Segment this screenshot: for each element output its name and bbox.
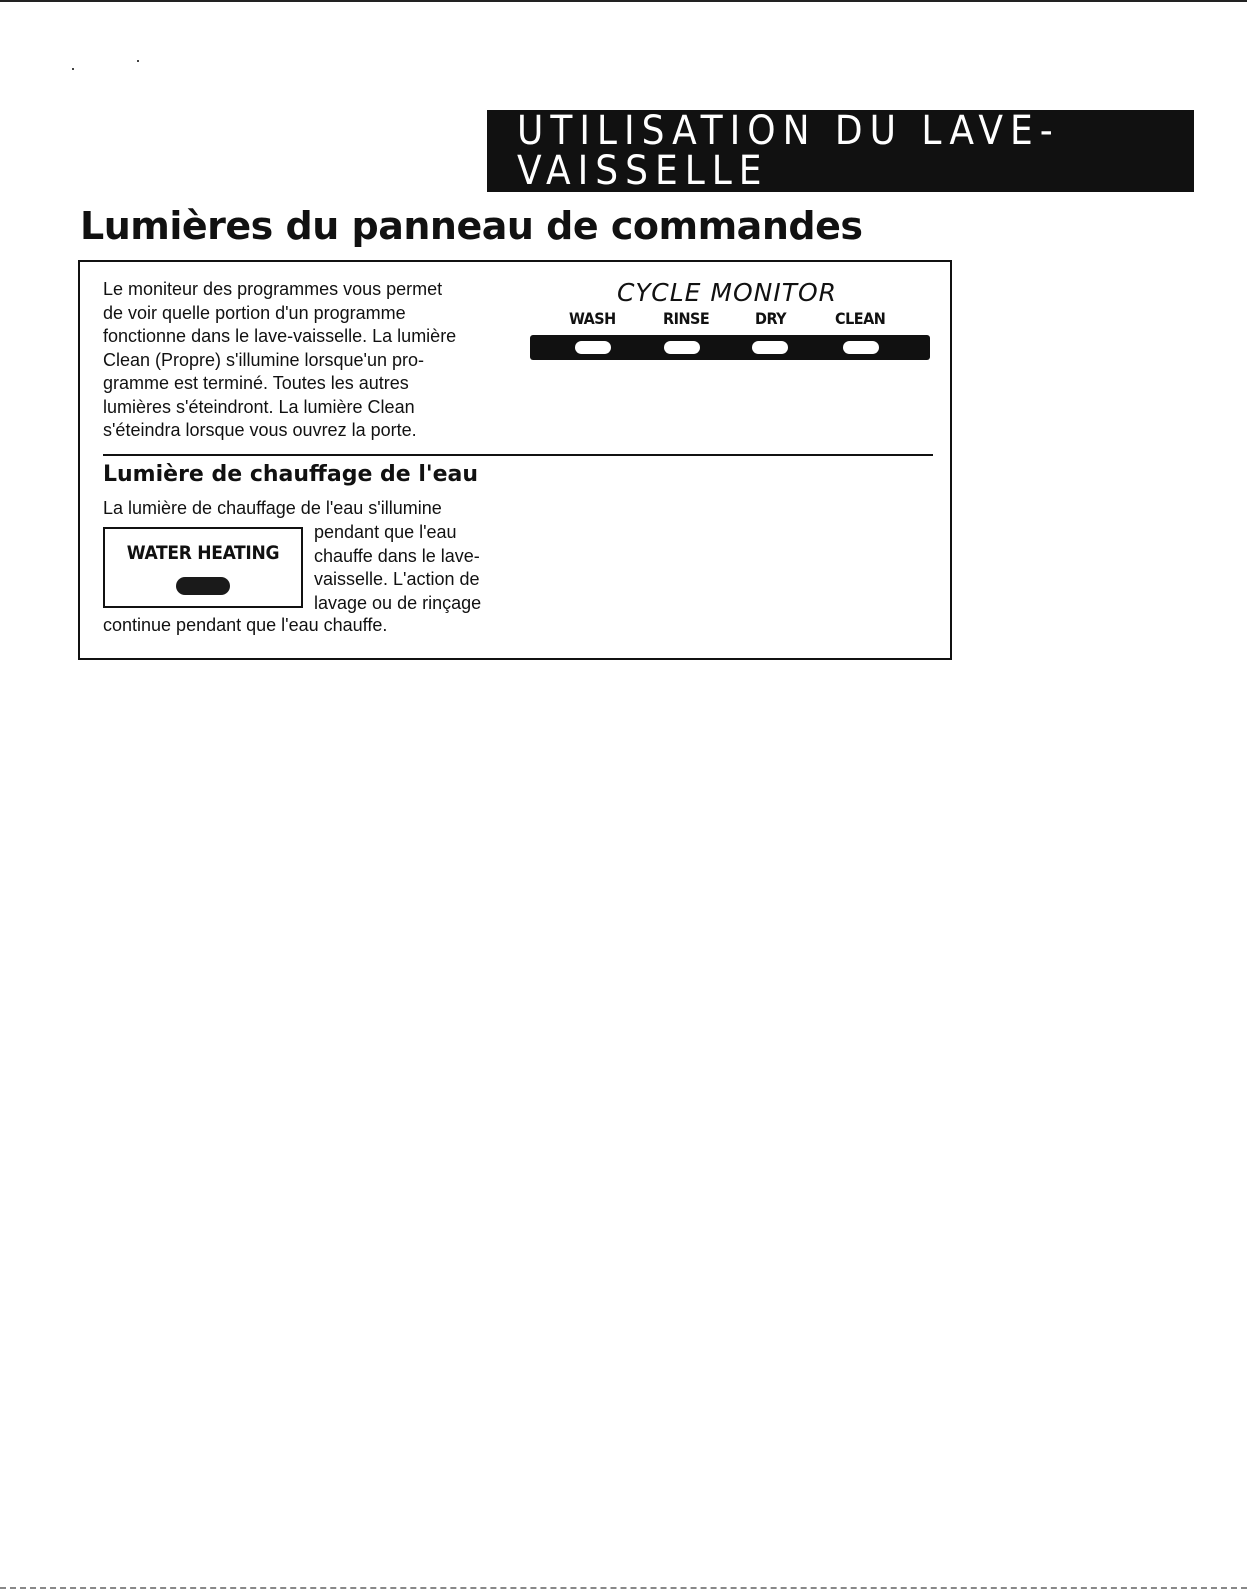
scan-speck	[137, 60, 139, 62]
text-line: Le moniteur des programmes vous permet	[103, 279, 443, 299]
section-header-title: UTILISATION DU LAVE-VAISSELLE	[517, 108, 1060, 194]
water-heating-text-first: La lumière de chauffage de l'eau s'illumine	[103, 498, 442, 518]
scan-speck	[72, 68, 74, 70]
text-line: chauffe dans le lave-	[314, 545, 480, 566]
stage-label-dry: DRY	[755, 309, 787, 328]
water-heating-label: WATER HEATING	[126, 542, 280, 564]
page-title: Lumières du panneau de commandes	[80, 204, 863, 248]
indicator-light-bar	[530, 335, 930, 360]
text-line: lavage ou de rinçage	[314, 592, 482, 613]
bottom-border	[0, 1587, 1247, 1589]
water-heating-heading: Lumière de chauffage de l'eau	[103, 462, 479, 487]
stage-labels	[527, 309, 927, 331]
text-line: Clean (Propre) s'illumine lorsque'un pro-	[103, 349, 425, 370]
cycle-monitor-description	[103, 278, 513, 443]
top-border	[0, 0, 1247, 2]
stage-label-clean: CLEAN	[835, 309, 886, 328]
section-header-banner	[487, 110, 1194, 192]
clean-indicator-light	[843, 341, 879, 354]
text-line: gramme est terminé. Toutes les autres	[103, 373, 409, 393]
text-line: vaisselle. L'action de	[314, 569, 480, 589]
text-line: de voir quelle portion d'un programme	[103, 302, 406, 323]
water-heating-text-last: continue pendant que l'eau chauffe.	[103, 615, 388, 635]
wash-indicator-light	[575, 341, 611, 354]
water-heating-text-wrap	[314, 521, 514, 615]
dry-indicator-light	[752, 341, 788, 354]
cycle-monitor-title: CYCLE MONITOR	[616, 278, 838, 307]
rinse-indicator-light	[664, 341, 700, 354]
stage-label-wash: WASH	[569, 309, 616, 328]
text-line: fonctionne dans le lave-vaisselle. La lumière	[103, 326, 457, 346]
text-line: s'éteindra lorsque vous ouvrez la porte.	[103, 420, 417, 440]
text-line: pendant que l'eau	[314, 522, 457, 542]
stage-label-rinse: RINSE	[663, 309, 710, 328]
section-divider	[103, 454, 933, 456]
water-heating-panel	[103, 527, 303, 608]
water-heating-indicator-light	[176, 577, 230, 595]
cycle-monitor-panel	[527, 278, 927, 368]
text-line: lumières s'éteindront. La lumière Clean	[103, 396, 415, 417]
